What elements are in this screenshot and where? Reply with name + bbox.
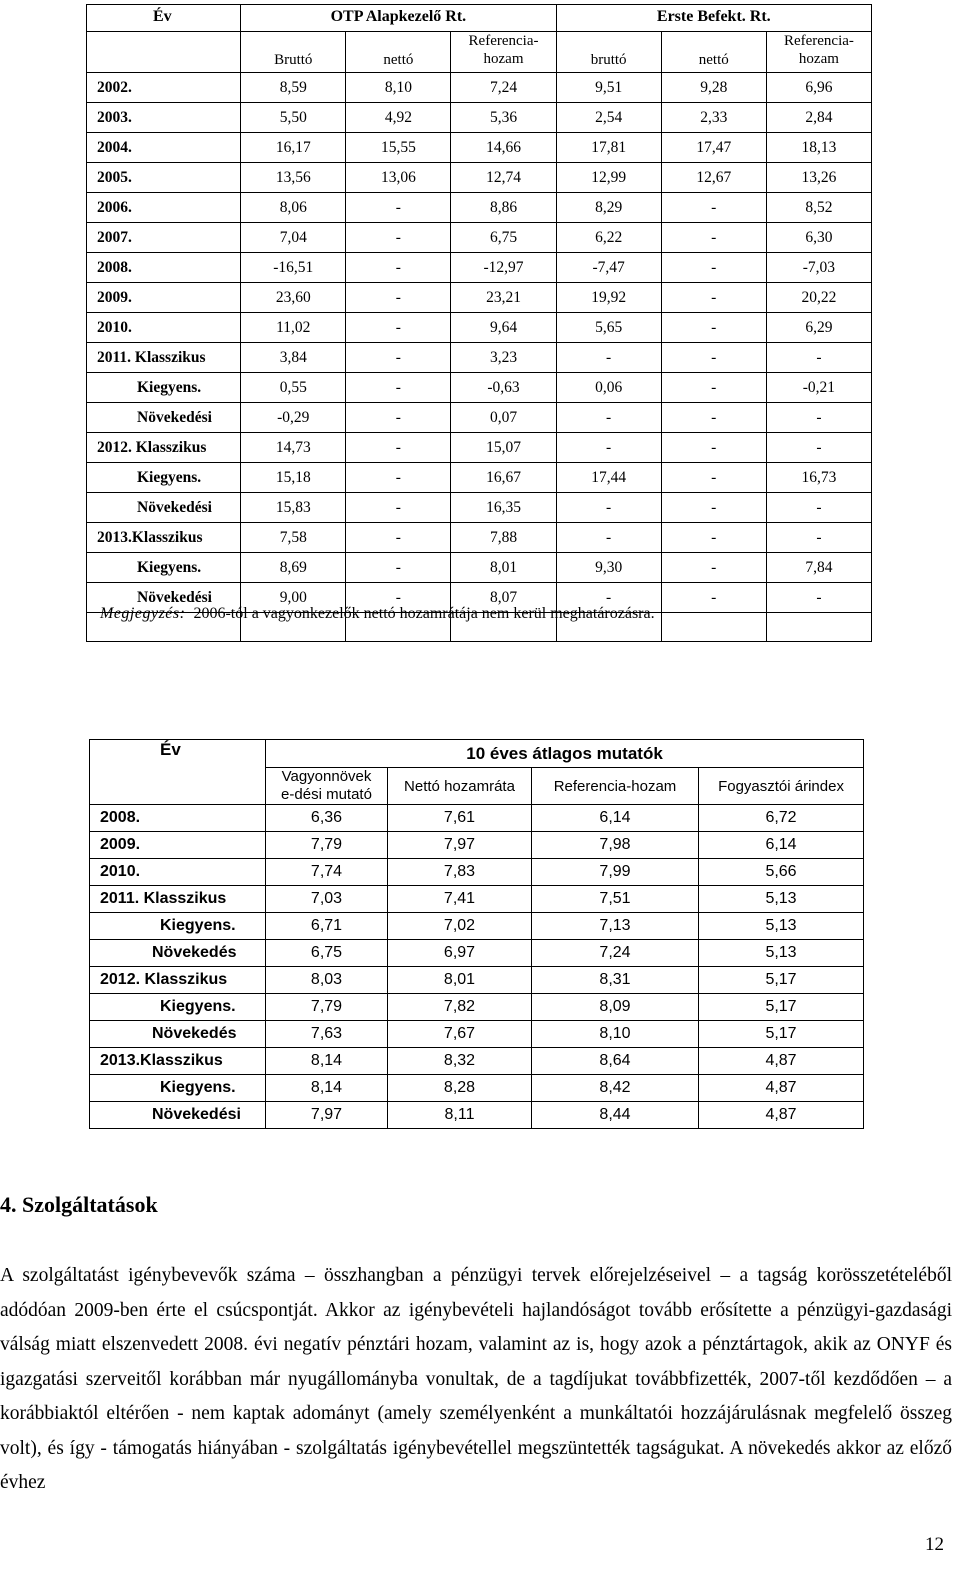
value-cell: - [346, 463, 451, 493]
value-cell: 16,17 [241, 133, 346, 163]
value-cell: 7,97 [266, 1102, 388, 1129]
row-label: Növekedési [87, 493, 241, 523]
value-cell: - [346, 553, 451, 583]
value-cell: 20,22 [766, 283, 871, 313]
value-cell: 8,28 [388, 1075, 532, 1102]
value-cell: - [556, 403, 661, 433]
table-row [87, 343, 872, 373]
value-cell: 7,84 [766, 553, 871, 583]
value-cell: - [766, 493, 871, 523]
value-cell: - [661, 493, 766, 523]
value-cell: 8,01 [388, 967, 532, 994]
table-row [87, 253, 872, 283]
value-cell: - [766, 403, 871, 433]
value-cell: 8,14 [266, 1048, 388, 1075]
value-cell: 7,13 [532, 913, 699, 940]
value-cell: - [661, 373, 766, 403]
row-label: 2010. [87, 313, 241, 343]
value-cell: 17,47 [661, 133, 766, 163]
value-cell: 15,55 [346, 133, 451, 163]
value-cell: 0,06 [556, 373, 661, 403]
value-cell: - [661, 523, 766, 553]
value-cell: 8,07 [451, 583, 556, 613]
value-cell: 19,92 [556, 283, 661, 313]
ten-year-averages-table [89, 739, 864, 1129]
page-number: 12 [925, 1534, 944, 1555]
row-label: 2009. [90, 832, 266, 859]
value-cell: - [661, 313, 766, 343]
value-cell: 7,04 [241, 223, 346, 253]
value-cell: 7,88 [451, 523, 556, 553]
value-cell: - [766, 583, 871, 613]
value-cell: 6,75 [266, 940, 388, 967]
row-label: Növekedés [90, 1021, 266, 1048]
row-label: Kiegyens. [90, 994, 266, 1021]
value-cell: 7,99 [532, 859, 699, 886]
sub-header: nettó [346, 32, 451, 73]
value-cell: - [346, 253, 451, 283]
value-cell: 12,99 [556, 163, 661, 193]
table-row [90, 967, 864, 994]
body-paragraph: A szolgáltatást igénybevevők száma – összhangban a pénzügyi tervek előrejelzéseivel – a tagság korösszetételéből adódóan 2009-ben érte el csúcspontját. Akkor az igénybevételi hajlandóságot tovább erősítette a pénzügyi-gazdasági válság miatt elszenvedett 2008. évi negatív pénztári hozam, valamint az is, hogy azok a pénztártagok, akik az ONYF és igazgatási szerveitől korábban már nyugállományba vonultak, de a tagdíjukat továbbfizették, 2007-től kezdődően – a korábbiaktól eltérően - nem kaptak adományt (amely személyenként a munkáltatói hozzájárulásnak megfelelő összeg volt), és így - támogatás hiányában - szolgáltatás igénybevétellel megszüntették tagságukat. A növekedés akkor az előző évhez [0, 1265, 952, 1493]
value-cell: - [556, 433, 661, 463]
otp-header: OTP Alapkezelő Rt. [241, 5, 556, 32]
value-cell: 7,61 [388, 805, 532, 832]
value-cell: - [346, 223, 451, 253]
row-label: 2009. [87, 283, 241, 313]
value-cell: 6,96 [766, 73, 871, 103]
value-cell: 5,36 [451, 103, 556, 133]
row-label: Növekedési [87, 583, 241, 613]
sub-header: Referencia- hozam [451, 32, 556, 73]
row-label: 2011. Klasszikus [90, 886, 266, 913]
table-row [90, 1075, 864, 1102]
value-cell: - [766, 523, 871, 553]
value-cell: 8,44 [532, 1102, 699, 1129]
table-row [90, 1102, 864, 1129]
value-cell: 23,60 [241, 283, 346, 313]
table-row [87, 223, 872, 253]
value-cell: - [766, 343, 871, 373]
value-cell: -16,51 [241, 253, 346, 283]
value-cell: -12,97 [451, 253, 556, 283]
value-cell: 6,71 [266, 913, 388, 940]
row-label: 2012. Klasszikus [90, 967, 266, 994]
value-cell: 23,21 [451, 283, 556, 313]
value-cell: 8,11 [388, 1102, 532, 1129]
row-label: Kiegyens. [87, 373, 241, 403]
table-row [90, 1021, 864, 1048]
table-row [87, 133, 872, 163]
table-row [90, 1048, 864, 1075]
value-cell: 18,13 [766, 133, 871, 163]
value-cell: 3,23 [451, 343, 556, 373]
value-cell: -7,47 [556, 253, 661, 283]
value-cell: -0,63 [451, 373, 556, 403]
value-cell: 8,06 [241, 193, 346, 223]
value-cell: 5,13 [699, 940, 864, 967]
value-cell: 4,87 [699, 1102, 864, 1129]
row-label: 2007. [87, 223, 241, 253]
table-row [90, 805, 864, 832]
value-cell: - [346, 283, 451, 313]
value-cell: 7,82 [388, 994, 532, 1021]
value-cell: - [766, 433, 871, 463]
value-cell: - [556, 493, 661, 523]
value-cell: 4,87 [699, 1075, 864, 1102]
value-cell: 8,59 [241, 73, 346, 103]
value-cell: 0,55 [241, 373, 346, 403]
table-row [87, 193, 872, 223]
value-cell: 16,73 [766, 463, 871, 493]
value-cell: - [346, 433, 451, 463]
sub-header: bruttó [556, 32, 661, 73]
value-cell: 8,69 [241, 553, 346, 583]
row-label: 2013.Klasszikus [87, 523, 241, 553]
sub-header: nettó [661, 32, 766, 73]
value-cell: 7,24 [532, 940, 699, 967]
sub-header: Bruttó [241, 32, 346, 73]
value-cell: 14,73 [241, 433, 346, 463]
table-row [87, 283, 872, 313]
value-cell: 7,79 [266, 994, 388, 1021]
value-cell: - [346, 193, 451, 223]
value-cell: 7,51 [532, 886, 699, 913]
value-cell: - [661, 403, 766, 433]
value-cell: 11,02 [241, 313, 346, 343]
table-row [90, 994, 864, 1021]
value-cell: - [661, 553, 766, 583]
value-cell: - [661, 193, 766, 223]
value-cell: - [661, 223, 766, 253]
value-cell: - [346, 313, 451, 343]
value-cell: 7,41 [388, 886, 532, 913]
value-cell: 4,92 [346, 103, 451, 133]
value-cell: -7,03 [766, 253, 871, 283]
value-cell: -0,29 [241, 403, 346, 433]
row-label: 2011. Klasszikus [87, 343, 241, 373]
table-row [90, 940, 864, 967]
value-cell: 8,32 [388, 1048, 532, 1075]
year-header: Év [87, 5, 241, 32]
value-cell: 5,13 [699, 913, 864, 940]
row-label: Kiegyens. [90, 913, 266, 940]
group-header: 10 éves átlagos mutatók [266, 740, 864, 768]
row-label: 2005. [87, 163, 241, 193]
value-cell: 9,51 [556, 73, 661, 103]
footnote-label: Megjegyzés: [100, 605, 186, 622]
row-label: Növekedés [90, 940, 266, 967]
value-cell: 6,36 [266, 805, 388, 832]
value-cell: 7,98 [532, 832, 699, 859]
table-row [87, 523, 872, 553]
value-cell: 6,29 [766, 313, 871, 343]
year-header: Év [90, 740, 266, 805]
row-label: Növekedési [90, 1102, 266, 1129]
footnote [100, 605, 655, 623]
row-label: 2003. [87, 103, 241, 133]
value-cell: 0,07 [451, 403, 556, 433]
value-cell: 17,44 [556, 463, 661, 493]
row-label: 2010. [90, 859, 266, 886]
value-cell: 8,03 [266, 967, 388, 994]
value-cell: 7,74 [266, 859, 388, 886]
value-cell: 6,14 [699, 832, 864, 859]
table-row [87, 373, 872, 403]
row-label: Kiegyens. [87, 463, 241, 493]
table-row [90, 913, 864, 940]
col-header: Nettó hozamráta [388, 768, 532, 805]
value-cell: - [661, 463, 766, 493]
value-cell: 9,64 [451, 313, 556, 343]
footnote-text: 2006-tól a vagyonkezelők nettó hozamrátája nem kerül meghatározásra. [193, 605, 655, 622]
value-cell: 6,72 [699, 805, 864, 832]
value-cell: 7,97 [388, 832, 532, 859]
row-label: Kiegyens. [90, 1075, 266, 1102]
value-cell: 8,01 [451, 553, 556, 583]
value-cell: 7,67 [388, 1021, 532, 1048]
value-cell: - [661, 283, 766, 313]
value-cell: 5,65 [556, 313, 661, 343]
row-label: 2013.Klasszikus [90, 1048, 266, 1075]
value-cell: 15,83 [241, 493, 346, 523]
value-cell: 8,09 [532, 994, 699, 1021]
value-cell: 9,28 [661, 73, 766, 103]
value-cell: 12,74 [451, 163, 556, 193]
value-cell: 7,79 [266, 832, 388, 859]
value-cell: - [346, 583, 451, 613]
value-cell: 15,07 [451, 433, 556, 463]
col-header: Fogyasztói árindex [699, 768, 864, 805]
value-cell: 5,17 [699, 994, 864, 1021]
value-cell: 6,97 [388, 940, 532, 967]
table-row [90, 832, 864, 859]
value-cell: 13,26 [766, 163, 871, 193]
value-cell: 8,64 [532, 1048, 699, 1075]
table-row [90, 859, 864, 886]
value-cell: 8,86 [451, 193, 556, 223]
value-cell: 7,24 [451, 73, 556, 103]
value-cell: 14,66 [451, 133, 556, 163]
value-cell: 7,02 [388, 913, 532, 940]
row-label: 2008. [87, 253, 241, 283]
value-cell: 7,58 [241, 523, 346, 553]
value-cell: 7,83 [388, 859, 532, 886]
value-cell: 8,10 [532, 1021, 699, 1048]
value-cell: 7,03 [266, 886, 388, 913]
value-cell: - [346, 373, 451, 403]
value-cell: 9,30 [556, 553, 661, 583]
table-row [87, 433, 872, 463]
value-cell: - [346, 403, 451, 433]
value-cell: - [556, 343, 661, 373]
fund-returns-table [86, 4, 872, 642]
value-cell: 3,84 [241, 343, 346, 373]
empty-cell [87, 32, 241, 73]
value-cell: - [661, 343, 766, 373]
value-cell: 5,50 [241, 103, 346, 133]
value-cell: 8,10 [346, 73, 451, 103]
value-cell: 6,14 [532, 805, 699, 832]
value-cell: 8,52 [766, 193, 871, 223]
value-cell: 6,75 [451, 223, 556, 253]
value-cell: -0,21 [766, 373, 871, 403]
value-cell: 13,56 [241, 163, 346, 193]
row-label: 2012. Klasszikus [87, 433, 241, 463]
value-cell: - [661, 433, 766, 463]
row-label: 2004. [87, 133, 241, 163]
value-cell: 12,67 [661, 163, 766, 193]
value-cell: 16,35 [451, 493, 556, 523]
value-cell: - [556, 523, 661, 553]
table-row [87, 163, 872, 193]
row-label: 2002. [87, 73, 241, 103]
section-title: 4. Szolgáltatások [0, 1192, 158, 1217]
value-cell: 2,54 [556, 103, 661, 133]
table-row [90, 886, 864, 913]
table-row [87, 463, 872, 493]
value-cell: - [661, 253, 766, 283]
erste-header: Erste Befekt. Rt. [556, 5, 871, 32]
col-header: Vagyonnövek e-dési mutató [266, 768, 388, 805]
table-row [87, 103, 872, 133]
table-row [87, 73, 872, 103]
col-header: Referencia-hozam [532, 768, 699, 805]
value-cell: 5,17 [699, 1021, 864, 1048]
table-row [87, 403, 872, 433]
value-cell: 7,63 [266, 1021, 388, 1048]
value-cell: 5,17 [699, 967, 864, 994]
table-row [87, 313, 872, 343]
row-label: 2006. [87, 193, 241, 223]
value-cell: 8,14 [266, 1075, 388, 1102]
value-cell: 15,18 [241, 463, 346, 493]
value-cell: 2,33 [661, 103, 766, 133]
table-row [87, 493, 872, 523]
value-cell: 9,00 [241, 583, 346, 613]
row-label: 2008. [90, 805, 266, 832]
value-cell: 6,22 [556, 223, 661, 253]
row-label: Kiegyens. [87, 553, 241, 583]
value-cell: 6,30 [766, 223, 871, 253]
value-cell: - [661, 583, 766, 613]
value-cell: - [346, 523, 451, 553]
value-cell: 13,06 [346, 163, 451, 193]
value-cell: 2,84 [766, 103, 871, 133]
table-row [87, 553, 872, 583]
value-cell: 8,31 [532, 967, 699, 994]
value-cell: - [346, 493, 451, 523]
value-cell: 8,42 [532, 1075, 699, 1102]
value-cell: 4,87 [699, 1048, 864, 1075]
sub-header: Referencia- hozam [766, 32, 871, 73]
value-cell: 8,29 [556, 193, 661, 223]
value-cell: 16,67 [451, 463, 556, 493]
value-cell: 5,13 [699, 886, 864, 913]
value-cell: - [556, 583, 661, 613]
value-cell: 17,81 [556, 133, 661, 163]
value-cell: 5,66 [699, 859, 864, 886]
value-cell: - [346, 343, 451, 373]
row-label: Növekedési [87, 403, 241, 433]
